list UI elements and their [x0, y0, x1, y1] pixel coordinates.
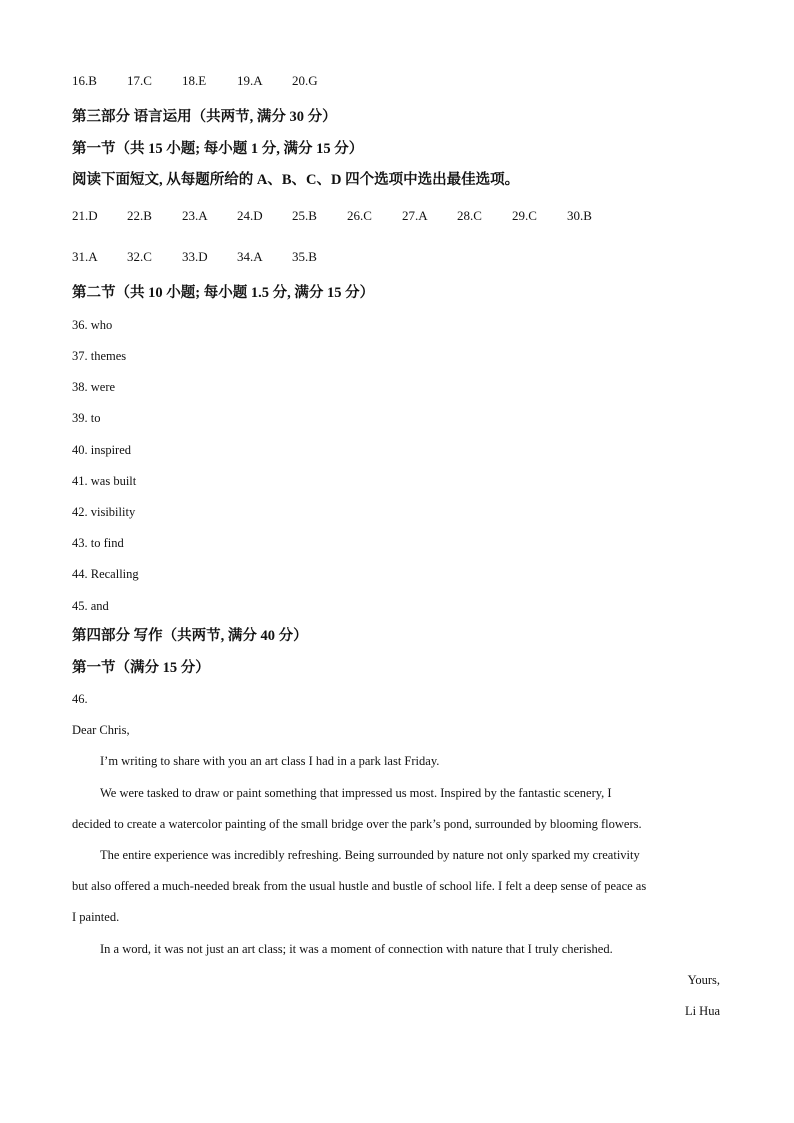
answer-33: 33.D: [182, 249, 208, 264]
answer-16: 16.B: [72, 73, 97, 88]
answer-29: 29.C: [512, 208, 537, 223]
answer-23: 23.A: [182, 208, 208, 223]
answer-22: 22.B: [127, 208, 152, 223]
part3-title: 第三部分 语言运用（共两节, 满分 30 分）: [72, 109, 337, 125]
letter-paragraph-1: I’m writing to share with you an art class I had in a park last Friday.: [100, 754, 440, 768]
part3-section1-title: 第一节（共 15 小题; 每小题 1 分, 满分 15 分）: [72, 141, 364, 157]
answer-27: 27.A: [402, 208, 428, 223]
answer-30: 30.B: [567, 208, 592, 223]
letter-paragraph-4: In a word, it was not just an art class; it was a moment of connection with nature that I truly cherished.: [100, 942, 613, 956]
answers-21-30: [72, 206, 622, 226]
answer-17: 17.C: [127, 73, 152, 88]
question-46-number: 46.: [72, 692, 88, 706]
letter-paragraph-2-line-1: We were tasked to draw or paint something that impressed us most. Inspired by the fantastic scenery, I: [100, 786, 612, 800]
letter-paragraph-2-line-2: decided to create a watercolor painting of the small bridge over the park’s pond, surrounded by blooming flowers.: [72, 817, 642, 831]
letter-paragraph-3-line-2: but also offered a much-needed break from the usual hustle and bustle of school life. I felt a deep sense of peace as: [72, 879, 647, 893]
answer-39: 39. to: [72, 411, 101, 425]
answer-40: 40. inspired: [72, 443, 132, 457]
answer-35: 35.B: [292, 249, 317, 264]
letter-signature: Li Hua: [684, 1004, 720, 1018]
answer-45: 45. and: [72, 599, 109, 613]
answer-24: 24.D: [237, 208, 263, 223]
answer-36: 36. who: [72, 318, 113, 332]
answer-21: 21.D: [72, 208, 98, 223]
part4-section1-title: 第一节（满分 15 分）: [72, 660, 210, 676]
letter-paragraph-3-line-3: I painted.: [72, 910, 120, 924]
part3-instruction: 阅读下面短文, 从每题所给的 A、B、C、D 四个选项中选出最佳选项。: [72, 172, 520, 188]
answers-16-20: [72, 71, 347, 91]
answer-31: 31.A: [72, 249, 98, 264]
answer-28: 28.C: [457, 208, 482, 223]
answer-44: 44. Recalling: [72, 567, 139, 581]
answers-31-35: [72, 247, 347, 267]
answer-32: 32.C: [127, 249, 152, 264]
answer-41: 41. was built: [72, 474, 137, 488]
answer-43: 43. to find: [72, 536, 124, 550]
answer-19: 19.A: [237, 73, 263, 88]
answer-42: 42. visibility: [72, 505, 136, 519]
answer-38: 38. were: [72, 380, 116, 394]
answer-34: 34.A: [237, 249, 263, 264]
part3-section2-title: 第二节（共 10 小题; 每小题 1.5 分, 满分 15 分）: [72, 285, 375, 301]
answer-25: 25.B: [292, 208, 317, 223]
answer-37: 37. themes: [72, 349, 127, 363]
letter-closing: Yours,: [687, 973, 720, 987]
letter-paragraph-3-line-1: The entire experience was incredibly refreshing. Being surrounded by nature not only sparked my creativity: [100, 848, 640, 862]
answer-20: 20.G: [292, 73, 318, 88]
answer-26: 26.C: [347, 208, 372, 223]
letter-salutation: Dear Chris,: [72, 723, 130, 737]
answer-18: 18.E: [182, 73, 207, 88]
part4-title: 第四部分 写作（共两节, 满分 40 分）: [72, 628, 308, 644]
